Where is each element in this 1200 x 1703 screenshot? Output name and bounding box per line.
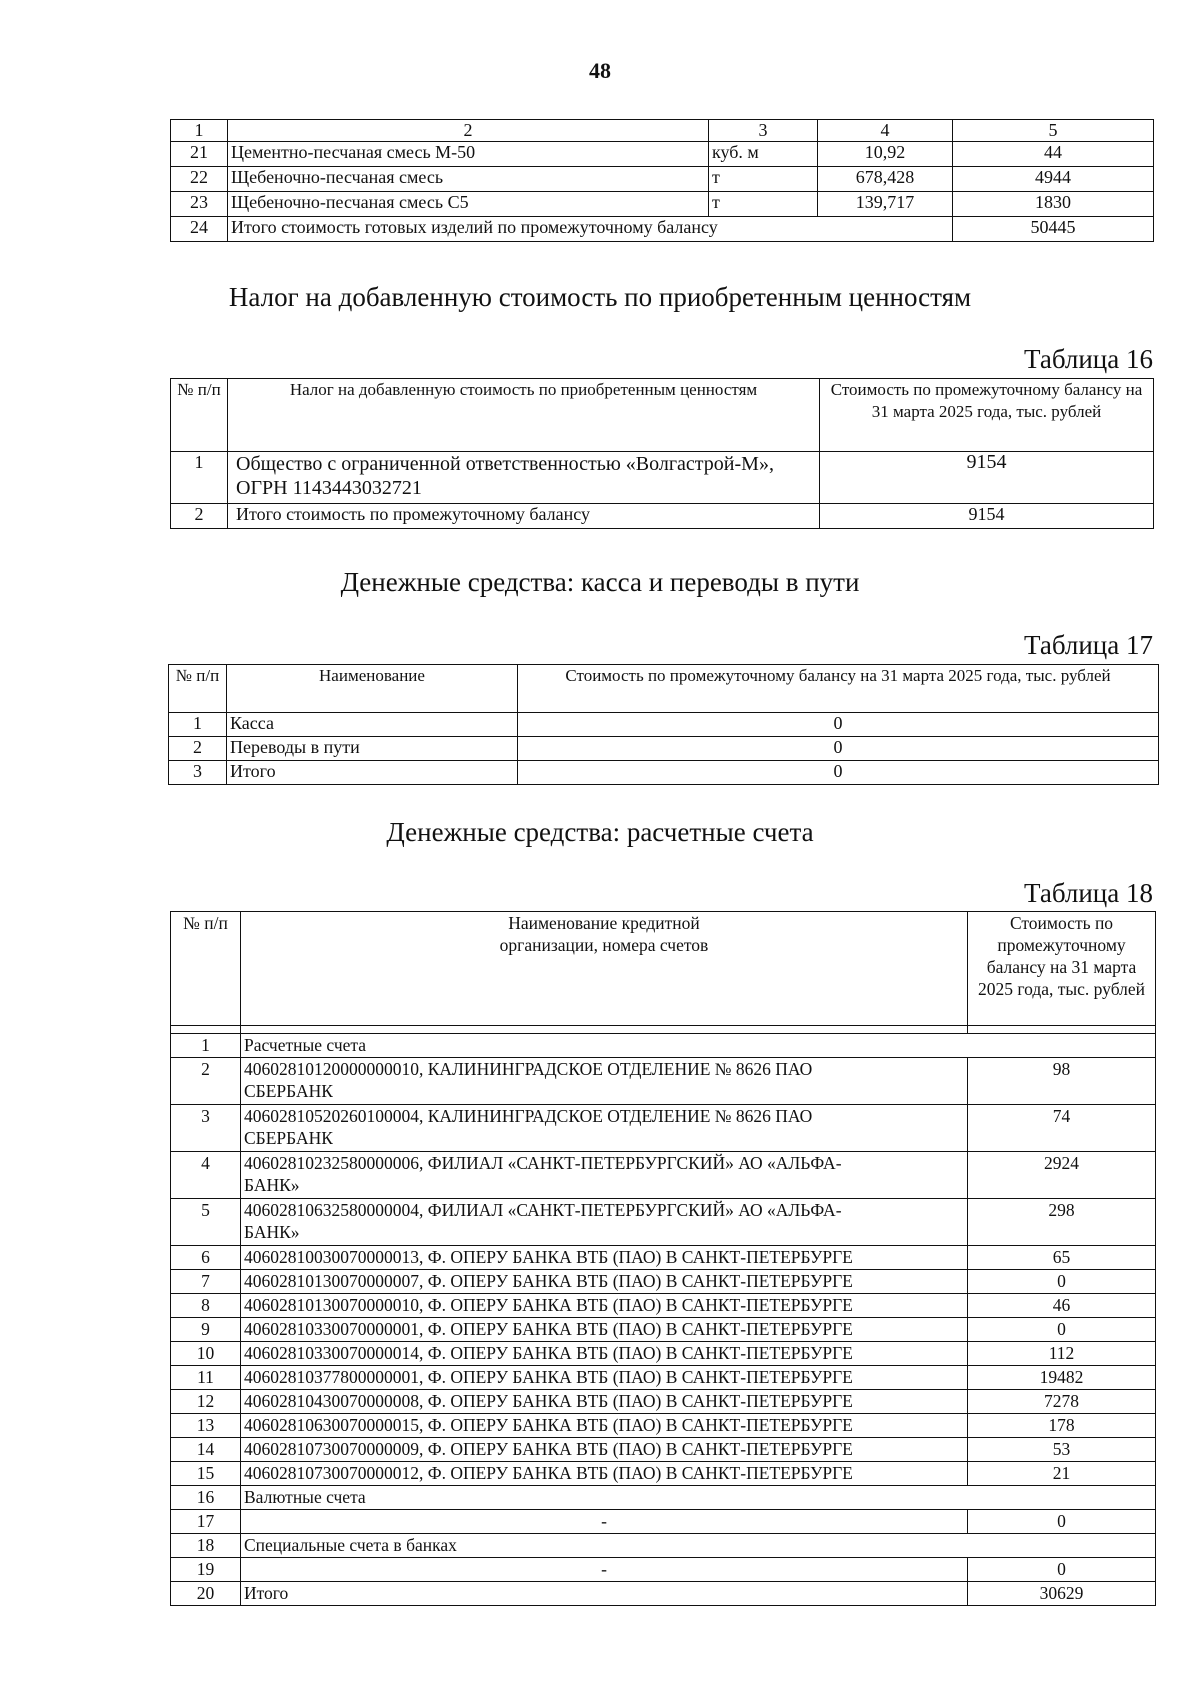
row-unit: т [709,167,818,192]
row-number: 1 [169,713,227,737]
table-row [171,192,1154,217]
account-value: 2924 [968,1152,1156,1199]
spacer-cell [241,1026,968,1034]
table-row [171,1390,1156,1414]
table-row [171,1414,1156,1438]
col-number-header: № п/п [171,379,228,452]
row-number: 3 [169,761,227,785]
row-number: 10 [171,1342,241,1366]
account-value: 30629 [968,1582,1156,1606]
table-row [171,142,1154,167]
total-row [171,217,1154,242]
table-row [171,1246,1156,1270]
account-value: 74 [968,1105,1156,1152]
group-label: Специальные счета в банках [241,1534,1156,1558]
col-value-header: Стоимость по промежуточному балансу на 31 марта 2025 года, тыс. рублей [518,665,1159,713]
row-unit: т [709,192,818,217]
table-row [171,1058,1156,1105]
row-number: 2 [169,737,227,761]
table-row [171,1558,1156,1582]
row-name: Щебеночно-песчаная смесь С5 [228,192,709,217]
table-row [171,452,1154,504]
row-number: 12 [171,1390,241,1414]
row-number: 11 [171,1366,241,1390]
row-number: 9 [171,1318,241,1342]
table-row [171,1294,1156,1318]
col-name-header: Наименование кредитной организации, номера счетов [241,912,968,1026]
account-value: 53 [968,1438,1156,1462]
section-heading-cash: Денежные средства: касса и переводы в пути [340,567,860,597]
table-row [169,713,1159,737]
table-row [171,1270,1156,1294]
account-name: Итого [241,1582,968,1606]
account-value: 65 [968,1246,1156,1270]
row-value: 9154 [820,452,1154,504]
row-value: 0 [518,761,1159,785]
table-row [169,737,1159,761]
account-name: - [241,1510,968,1534]
row-number: 21 [171,142,228,167]
account-name: 40602810377800000001, Ф. ОПЕРУ БАНКА ВТБ (ПАО) В САНКТ-ПЕТЕРБУРГЕ [241,1366,968,1390]
row-number: 23 [171,192,228,217]
row-number: 6 [171,1246,241,1270]
table-continuation [170,119,1154,242]
col-value-header: Стоимость по промежуточному балансу на 31 марта 2025 года, тыс. рублей [968,912,1156,1026]
row-number: 14 [171,1438,241,1462]
table-label-18: Таблица 18 [1024,878,1153,908]
row-number: 1 [171,1034,241,1058]
table-row [171,1199,1156,1246]
table-row [171,167,1154,192]
account-name: 40602810430070000008, Ф. ОПЕРУ БАНКА ВТБ (ПАО) В САНКТ-ПЕТЕРБУРГЕ [241,1390,968,1414]
table-16 [170,378,1154,529]
row-value: 0 [518,713,1159,737]
spacer-cell [968,1026,1156,1034]
total-value: 50445 [953,217,1154,242]
table-row [171,1366,1156,1390]
account-name: - [241,1558,968,1582]
account-value: 21 [968,1462,1156,1486]
table-row [171,1105,1156,1152]
page-number: 48 [589,58,611,83]
row-number: 20 [171,1582,241,1606]
header-cell: 1 [171,120,228,142]
account-value: 7278 [968,1390,1156,1414]
header-cell: 5 [953,120,1154,142]
account-value: 19482 [968,1366,1156,1390]
row-value: 9154 [820,504,1154,529]
row-number: 24 [171,217,228,242]
group-label: Расчетные счета [241,1034,1156,1058]
account-value: 46 [968,1294,1156,1318]
table-row [171,1318,1156,1342]
row-number: 17 [171,1510,241,1534]
row-number: 16 [171,1486,241,1510]
account-name: 40602810030070000013, Ф. ОПЕРУ БАНКА ВТБ (ПАО) В САНКТ-ПЕТЕРБУРГЕ [241,1246,968,1270]
account-name: 40602810232580000006, ФИЛИАЛ «САНКТ-ПЕТЕРБУРГСКИЙ» АО «АЛЬФА-БАНК» [241,1152,968,1199]
row-number: 5 [171,1199,241,1246]
account-name: 40602810330070000001, Ф. ОПЕРУ БАНКА ВТБ (ПАО) В САНКТ-ПЕТЕРБУРГЕ [241,1318,968,1342]
table-row [171,1152,1156,1199]
account-name: 40602810730070000012, Ф. ОПЕРУ БАНКА ВТБ (ПАО) В САНКТ-ПЕТЕРБУРГЕ [241,1462,968,1486]
section-heading-accounts: Денежные средства: расчетные счета [386,817,814,847]
table-17 [168,664,1159,785]
row-number: 15 [171,1462,241,1486]
table-18 [170,911,1156,1606]
row-name: Общество с ограниченной ответственностью «Волгастрой-М», ОГРН 1143443032721 [228,452,820,504]
table-row [171,1342,1156,1366]
table-row [171,1438,1156,1462]
row-name: Итого стоимость по промежуточному балансу [228,504,820,529]
row-number: 19 [171,1558,241,1582]
col-name-header: Наименование [227,665,518,713]
row-value: 0 [518,737,1159,761]
group-label: Валютные счета [241,1486,1156,1510]
account-value: 0 [968,1510,1156,1534]
col-number-header: № п/п [169,665,227,713]
row-unit: куб. м [709,142,818,167]
table-header-row [169,665,1159,713]
row-number: 22 [171,167,228,192]
row-number: 2 [171,504,228,529]
row-qty: 10,92 [818,142,953,167]
table-row [171,1510,1156,1534]
header-cell: 3 [709,120,818,142]
row-number: 3 [171,1105,241,1152]
row-name: Цементно-песчаная смесь М-50 [228,142,709,167]
account-name: 40602810520260100004, КАЛИНИНГРАДСКОЕ ОТДЕЛЕНИЕ № 8626 ПАО СБЕРБАНК [241,1105,968,1152]
row-number: 7 [171,1270,241,1294]
account-name: 40602810730070000009, Ф. ОПЕРУ БАНКА ВТБ (ПАО) В САНКТ-ПЕТЕРБУРГЕ [241,1438,968,1462]
row-number: 8 [171,1294,241,1318]
account-name: 40602810632580000004, ФИЛИАЛ «САНКТ-ПЕТЕРБУРГСКИЙ» АО «АЛЬФА-БАНК» [241,1199,968,1246]
account-value: 0 [968,1318,1156,1342]
col-value-header: Стоимость по промежуточному балансу на 31 марта 2025 года, тыс. рублей [820,379,1154,452]
total-row [171,504,1154,529]
row-name: Переводы в пути [227,737,518,761]
account-name: 40602810130070000007, Ф. ОПЕРУ БАНКА ВТБ (ПАО) В САНКТ-ПЕТЕРБУРГЕ [241,1270,968,1294]
row-value: 4944 [953,167,1154,192]
account-name: 40602810120000000010, КАЛИНИНГРАДСКОЕ ОТДЕЛЕНИЕ № 8626 ПАО СБЕРБАНК [241,1058,968,1105]
total-row [169,761,1159,785]
row-number: 13 [171,1414,241,1438]
row-number: 18 [171,1534,241,1558]
col-number-header: № п/п [171,912,241,1026]
account-name: 40602810330070000014, Ф. ОПЕРУ БАНКА ВТБ (ПАО) В САНКТ-ПЕТЕРБУРГЕ [241,1342,968,1366]
header-cell: 2 [228,120,709,142]
table-label-17: Таблица 17 [1024,630,1153,660]
col-name-header: Налог на добавленную стоимость по приобретенным ценностям [228,379,820,452]
group-row [171,1534,1156,1558]
table-row [171,1462,1156,1486]
spacer-row [171,1026,1156,1034]
table-header-row [171,912,1156,1026]
group-row [171,1486,1156,1510]
table-header-row [171,379,1154,452]
account-value: 298 [968,1199,1156,1246]
section-heading-vat: Налог на добавленную стоимость по приобретенным ценностям [228,282,972,312]
table-header-row [171,120,1154,142]
account-value: 0 [968,1270,1156,1294]
row-number: 1 [171,452,228,504]
row-name: Итого [227,761,518,785]
total-label: Итого стоимость готовых изделий по промежуточному балансу [228,217,953,242]
group-row [171,1034,1156,1058]
account-value: 112 [968,1342,1156,1366]
header-cell: 4 [818,120,953,142]
row-qty: 139,717 [818,192,953,217]
table-label-16: Таблица 16 [1024,344,1153,374]
account-value: 98 [968,1058,1156,1105]
total-row [171,1582,1156,1606]
row-qty: 678,428 [818,167,953,192]
row-name: Касса [227,713,518,737]
account-name: 40602810630070000015, Ф. ОПЕРУ БАНКА ВТБ (ПАО) В САНКТ-ПЕТЕРБУРГЕ [241,1414,968,1438]
row-number: 4 [171,1152,241,1199]
row-value: 1830 [953,192,1154,217]
table-18-body [171,1034,1156,1606]
account-value: 178 [968,1414,1156,1438]
row-value: 44 [953,142,1154,167]
spacer-cell [171,1026,241,1034]
account-name: 40602810130070000010, Ф. ОПЕРУ БАНКА ВТБ (ПАО) В САНКТ-ПЕТЕРБУРГЕ [241,1294,968,1318]
row-number: 2 [171,1058,241,1105]
row-name: Щебеночно-песчаная смесь [228,167,709,192]
account-value: 0 [968,1558,1156,1582]
